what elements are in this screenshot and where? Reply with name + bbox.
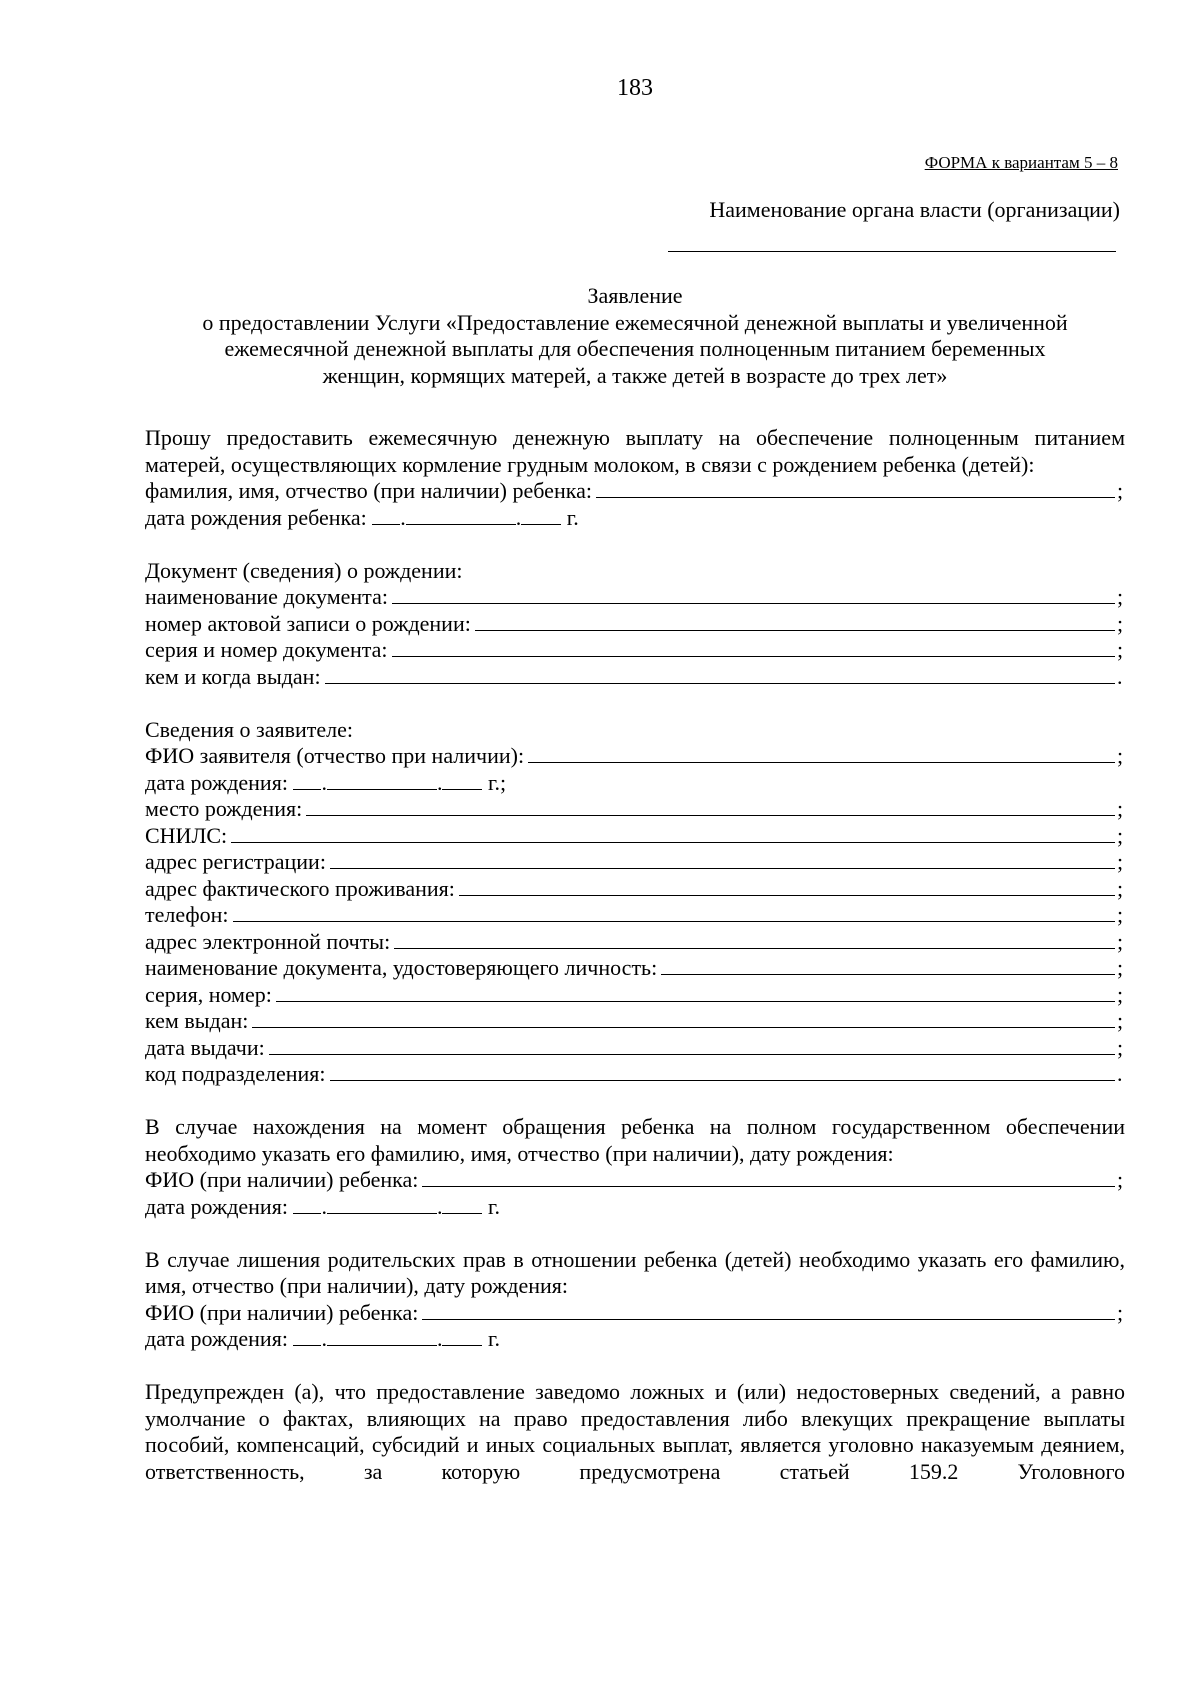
field-end: ; [1117,637,1124,662]
field-label: наименование документа, удостоверяющего личность: [145,955,658,980]
field-row [145,929,1125,956]
field-end: ; [1117,1008,1124,1033]
birth-document-heading: Документ (сведения) о рождении: [145,557,463,583]
birthplace-input[interactable] [306,796,1115,816]
field-end: ; [1117,902,1124,927]
applicant-birth-row: дата рождения: . . г.; [145,769,507,795]
form-body [145,425,1125,1485]
issue-date-input[interactable] [269,1035,1115,1055]
registration-address-input[interactable] [330,849,1115,869]
year-suffix: г. [487,1326,500,1351]
page-number: 183 [617,75,653,101]
child-name-label: фамилия, имя, отчество (при наличии) ребенка: [145,478,592,503]
field-label: ФИО (при наличии) ребенка: [145,1167,419,1192]
field-label: телефон: [145,902,229,927]
snils-input[interactable] [231,823,1115,843]
field-label: кем выдан: [145,1008,249,1033]
field-label: дата выдачи: [145,1034,265,1060]
field-row [145,955,1125,982]
deprived-child-name-row [145,1300,1125,1327]
field-row [145,902,1125,929]
field-label: СНИЛС: [145,822,228,848]
document-title [145,283,1125,389]
id-document-input[interactable] [661,955,1115,975]
year-input[interactable] [442,770,482,790]
field-end: ; [1117,822,1124,848]
id-series-input[interactable] [276,982,1115,1002]
field-end: ; [1117,875,1124,901]
field-row [145,982,1125,1009]
child-birth-row: дата рождения ребенка: . . г. [145,504,579,530]
month-input[interactable] [406,505,516,525]
applicant-name-input[interactable] [528,743,1115,763]
field-row [145,664,1125,691]
state-support-text: В случае нахождения на момент обращения ребенка на полном государственном обеспечении необходимо указать его фамилию, имя, отчество (при наличии), дату рождения: [145,1114,1125,1166]
year-suffix: г. [487,1193,500,1219]
field-row [145,849,1125,876]
month-input[interactable] [327,770,437,790]
field-end: . [1117,1061,1123,1086]
field-row [145,611,1125,638]
title-line: ежемесячной денежной выплаты для обеспечения полноценным питанием беременных [224,336,1046,361]
authority-input-line[interactable] [668,251,1116,252]
state-child-name-row [145,1167,1125,1194]
field-label: серия и номер документа: [145,637,388,662]
field-end: ; [1117,1167,1124,1192]
email-input[interactable] [394,929,1115,949]
title-line: женщин, кормящих матерей, а также детей в возрасте до трех лет» [322,362,948,388]
applicant-heading: Сведения о заявителе: [145,716,354,742]
field-label: код подразделения: [145,1061,326,1086]
form-reference: ФОРМА к вариантам 5 – 8 [924,153,1118,172]
field-label: адрес фактического проживания: [145,875,455,901]
phone-input[interactable] [233,902,1115,922]
field-end: . [1117,663,1123,689]
field-end: ; [1117,981,1124,1007]
field-row [145,876,1125,903]
field-end: ; [1117,1299,1124,1325]
child-birth-label: дата рождения ребенка: [145,504,367,530]
field-label: адрес регистрации: [145,849,326,874]
field-label: место рождения: [145,796,303,821]
field-label: адрес электронной почты: [145,928,391,954]
field-label: дата рождения: [145,1326,288,1351]
field-label: наименование документа: [145,584,388,609]
division-code-input[interactable] [330,1061,1115,1081]
id-issued-by-input[interactable] [252,1008,1115,1028]
year-input[interactable] [521,505,561,525]
field-end: ; [1117,955,1124,980]
field-end: ; [1117,743,1124,768]
warning-text: Предупрежден (а), что предоставление заведомо ложных и (или) недостоверных сведений, а равно умолчание о фактах, влияющих на право предоставления либо влекущих прекращение выплаты пособий, компенсаций, субсидий и иных социальных выплат, является уголовно наказуемым деянием, ответственность, за которую предусмотрена статьей 159.2 Уголовного [145,1379,1125,1484]
field-end: ; [1117,610,1124,636]
applicant-name-row [145,743,1125,770]
issued-by-input[interactable] [325,664,1115,684]
request-text: Прошу предоставить ежемесячную денежную выплату на обеспечение полноценным питанием матерей, осуществляющих кормление грудным молоком, в связи с рождением ребенка (детей): [145,425,1125,477]
title-line: о предоставлении Услуги «Предоставление ежемесячной денежной выплаты и увеличенной [202,309,1068,335]
title-heading: Заявление [587,283,683,308]
field-label: кем и когда выдан: [145,663,321,689]
field-label: серия, номер: [145,981,272,1007]
actual-address-input[interactable] [459,876,1115,896]
day-input[interactable] [293,770,321,790]
deprivation-text: В случае лишения родительских прав в отношении ребенка (детей) необходимо указать его фамилию, имя, отчество (при наличии), дату рождения: [145,1246,1125,1298]
year-input[interactable] [442,1194,482,1214]
field-end: ; [1117,1034,1124,1060]
field-end: ; [1117,584,1124,609]
child-name-row [145,478,1125,505]
field-end: ; [1117,796,1124,821]
year-suffix: г.; [487,769,507,795]
field-label: дата рождения: [145,1193,288,1219]
field-label: номер актовой записи о рождении: [145,610,471,636]
field-row [145,1035,1125,1062]
state-child-birth-row: дата рождения: . . г. [145,1193,500,1219]
record-number-input[interactable] [475,611,1115,631]
year-suffix: г. [566,504,579,530]
document-series-input[interactable] [392,637,1115,657]
day-input[interactable] [293,1194,321,1214]
field-row [145,796,1125,823]
field-label: ФИО заявителя (отчество при наличии): [145,743,525,768]
state-child-name-input[interactable] [422,1167,1115,1187]
field-row [145,1008,1125,1035]
document-name-input[interactable] [392,584,1115,604]
field-end: ; [1117,928,1124,954]
field-row [145,584,1125,611]
field-label: дата рождения: [145,769,288,795]
field-end: ; [1117,849,1124,874]
field-end: ; [1117,478,1124,503]
child-name-input[interactable] [596,478,1115,498]
deprived-child-name-input[interactable] [422,1300,1115,1320]
month-input[interactable] [327,1194,437,1214]
deprived-child-birth-row: дата рождения: . . г. [145,1326,500,1351]
field-label: ФИО (при наличии) ребенка: [145,1299,419,1325]
field-row [145,1061,1125,1088]
month-input[interactable] [327,1326,437,1346]
day-input[interactable] [372,505,400,525]
year-input[interactable] [442,1326,482,1346]
field-row [145,823,1125,850]
day-input[interactable] [293,1326,321,1346]
authority-label: Наименование органа власти (организации) [709,197,1120,222]
field-row [145,637,1125,664]
